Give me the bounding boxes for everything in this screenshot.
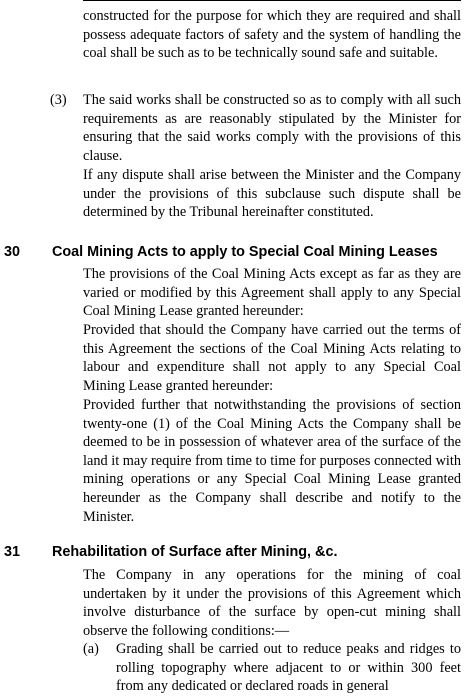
subclause-3-text: The said works shall be constructed so as to comply with all such requirements as are reasonably stipulated by the Minister for ensuring that the said works comply with the provisions of this clause. — [83, 92, 461, 164]
subclause-3-number: (3) — [50, 92, 67, 108]
section-31-heading: Rehabilitation of Surface after Mining, &c. — [52, 544, 338, 560]
continued-paragraph: constructed for the purpose for which they are required and shall possess adequate factors of safety and the system of handling the coal shall be such as to be technically sound safe and suitable. — [83, 8, 461, 62]
item-a-text: Grading shall be carried out to reduce peaks and ridges to rolling topography where adjacent to or within 300 feet from any dedicated or declared roads in general — [116, 641, 461, 695]
section-31-number: 31 — [4, 544, 21, 560]
section-30-paragraph-2: Provided that should the Company have carried out the terms of this Agreement the sections of the Coal Mining Acts relating to labour and expenditure shall not apply to any Special Coal Mining Lease granted hereunder: — [83, 322, 461, 394]
section-30-paragraph-3: Provided further that notwithstanding the provisions of section twenty-one (1) of the Coal Mining Acts the Company shall be deemed to be in possession of whatever area of the surface of the land it may require from time to time for purposes connected with mining operations or any Special Coal Mining Lease granted hereunder as the Company shall describe and notify to the Minister. — [83, 397, 461, 525]
section-30-heading: Coal Mining Acts to apply to Special Coal Mining Leases — [52, 244, 438, 260]
top-rule — [83, 0, 461, 1]
section-30-number: 30 — [4, 244, 21, 260]
section-30-paragraph-1: The provisions of the Coal Mining Acts except as far as they are varied or modified by this Agreement shall apply to any Special Coal Mining Lease granted hereunder: — [83, 266, 461, 320]
item-a-label: (a) — [83, 641, 99, 657]
section-31-intro: The Company in any operations for the mining of coal undertaken by it under the provisions of this Agreement which involve disturbance of the surface by open-cut mining shall observe the following conditions:— — [83, 567, 461, 639]
dispute-paragraph: If any dispute shall arise between the Minister and the Company under the provisions of this subclause such dispute shall be determined by the Tribunal hereinafter constituted. — [83, 167, 461, 221]
